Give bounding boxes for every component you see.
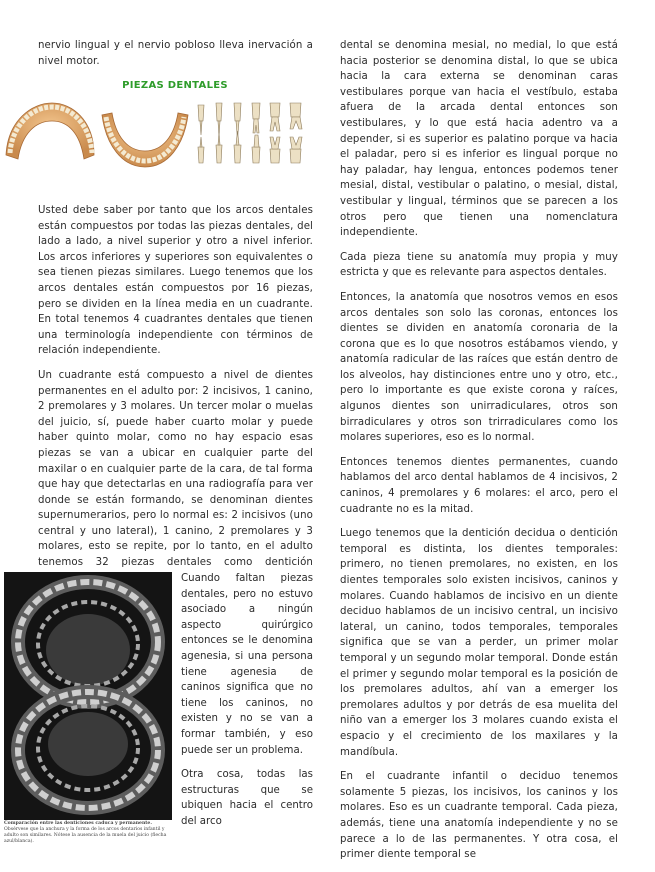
dentition-xray-image: [4, 572, 172, 820]
caption-text: Obsérvese que la anchura y la forma de los arcos dentarios infantil y adulto son similares. Nótese la ausencia de la muela del juicio (flecha azul/blanca).: [4, 827, 167, 844]
paragraph-nomenclature: dental se denomina mesial, no medial, lo que está hacia posterior se denomina distal, lo que se ubica hacia la cara externa se denominan caras vestibulares porque van hacia el vestíbulo, estaba afuera de la arcada dental entonces son vestibulares, y lo que está hacia adentro va a depender, si es superior es palatino porque va hacia el paladar, pero si es inferior es lingual porque no hay paladar, hay lengua, entonces podemos tener mesial, distal, vestibular o palatino, o mesial, distal, vestibular y lingual, términos que se parecen a los otros pero que tienen una nomenclatura independiente.: [340, 40, 618, 239]
dental-pieces-illustration: [2, 95, 318, 181]
paragraph-decidua: Luego tenemos que la dentición decidua o dentición temporal es distinta, los dientes temporales: primero, no tienen premolares, no existen, en los dientes temporales solo existen incisivos, caninos y molares. Cuando hablamos de incisivo en un diente deciduo hablamos de un incisivo central, un incisivo lateral, un canino, todos temporales, temporales significa que se van a perder, un primer molar temporal y un segundo molar temporal. Donde están el primer y segundo molar temporal es la posición de los premolares adultos, ahí van a emerger los premolares adultos y por detrás de esa muelita del niño van a emerger los 3 molares cuando exista el espacio y el crecimiento de los maxilares y la mandíbula.: [340, 528, 618, 758]
intro-text: nervio lingual y el nervio pobloso lleva inervación a nivel motor.: [38, 40, 313, 67]
lower-arch-image: [102, 113, 188, 167]
individual-teeth: [198, 103, 302, 163]
xray-caption: [4, 821, 176, 845]
paragraph-quadrant: Un cuadrante está compuesto a nivel de dientes permanentes en el adulto por: 2 incisivos, 1 canino, 2 premolares y 3 molares. Un tercer molar o muelas del juicio, sí, puede haber cuarto molar y puede haber quinto molar, como no hay espacio esas piezas se van a ubicar en cualquier parte del maxilar o en cualquier parte de la cara, de tal forma que hay que detectarlas en una radiografía para ver donde se están formando, se denominan dientes supernumerarios, pero lo normal es: 2 incisivos (uno central y uno lateral), 1 canino, 2 premolares y 3 molares, esto se repite, por lo tanto, en el adulto tenemos 32 piezas dentales como dentición: [38, 369, 313, 569]
paragraph-permanent: Entonces tenemos dientes permanentes, cuando hablamos del arco dental hablamos de 4 incisivos, 2 caninos, 4 premolares y 6 molares: el arco, pero el cuadrante no es la mitad.: [340, 456, 618, 515]
paragraph-arches: Usted debe saber por tanto que los arcos dentales están compuestos por todas las piezas dentales, del lado a lado, a nivel superior y otro a nivel inferior. Los arcos inferiores y superiores son equivalentes o sea tienen piezas similares. Luego tenemos que los arcos dentales están compuestos por 16 piezas, pero se dividen en la línea media en un cuadrante. En total tenemos 4 cuadrantes dentales que tienen una terminología independiente con términos de relación independiente.: [38, 205, 313, 357]
left-column-body: [38, 203, 313, 595]
paragraph-crowns-roots: Entonces, la anatomía que nosotros vemos en esos arcos dentales son solo las coronas, entonces los dientes se dividen en anatomía coronaria de la corona que es lo que nosotros estábamos viendo, y anatomía radicular de las raíces que están dentro de los alveolos, hay distinciones entre uno y otro, etc., pero lo importante es que existe corona y raíces, algunos dientes son unirradiculares, otros son birradiculares y otros son trirradiculares como los molares superiores, eso es lo normal.: [340, 291, 618, 444]
paragraph-anatomy: Cada pieza tiene su anatomía muy propia y muy estricta y que es relevante para aspectos dentales.: [340, 251, 618, 279]
paragraph-agenesia: Cuando faltan piezas dentales, pero no estuvo asociado a ningún aspecto quirúrgico entonces se le denomina agenesia, si una persona tiene agenesia de caninos significa que no tiene los caninos, no existen y no se van a formar también, y eso puede ser un problema.: [181, 573, 313, 756]
paragraph-otra-cosa: Otra cosa, todas las estructuras que se ubiquen hacia el centro del arco: [181, 769, 313, 827]
paragraph-infantil: En el cuadrante infantil o deciduo tenemos solamente 5 piezas, los incisivos, los caninos y los molares. Eso es un cuadrante temporal. Cada pieza, además, tiene una anatomía independiente y no se parece a lo de las permanentes. Y otra cosa, el primer diente temporal se: [340, 771, 618, 861]
caption-title: Comparación entre las denticiones caduca y permanente.: [4, 821, 152, 826]
right-column: [340, 38, 618, 872]
float-text-column: [181, 571, 313, 839]
intro-paragraph: [38, 38, 313, 78]
figure-title: PIEZAS DENTALES: [122, 80, 228, 91]
upper-arch-image: [6, 103, 94, 159]
